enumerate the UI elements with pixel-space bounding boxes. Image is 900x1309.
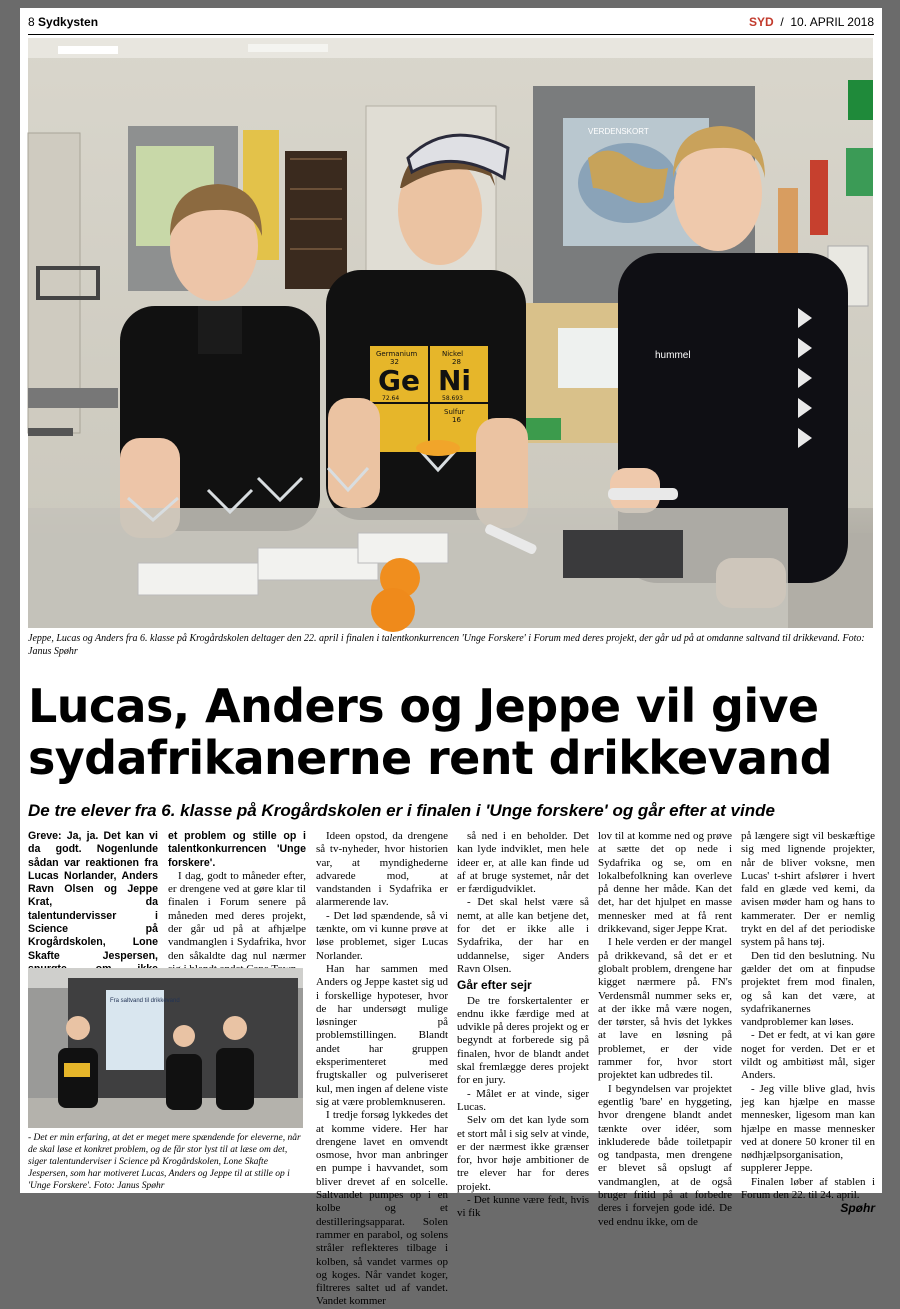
- article-paragraph: så ned i en beholder. Det kan lyde indviklet, men hele ideer er, at alle kan finde ud af at bruge systemet, når det er færdigudviklet.: [457, 830, 589, 896]
- article-paragraph: - Målet er at vinde, siger Lucas.: [457, 1087, 589, 1113]
- article-paragraph: - Det er fedt, at vi kan gøre noget for verden. Det er et vildt og ambitiøst mål, siger Anders.: [741, 1029, 875, 1082]
- shirt-ge-number: 32: [390, 358, 399, 366]
- shirt-ni-symbol: Ni: [438, 364, 472, 397]
- subheadline: De tre elever fra 6. klasse på Krogårdskolen er i finalen i 'Unge forskere' og går efter at vinde: [28, 801, 775, 820]
- article-paragraph: - Det lød spændende, så vi tænkte, om vi kunne prøve at løse problemet, siger Lucas Norlander.: [316, 909, 448, 962]
- article-paragraph: - Det skal helst være så nemt, at alle kan betjene det, for det er ikke alle i Sydafrika, der har en uddannelse, siger Anders Ravn Olsen.: [457, 896, 589, 975]
- article-paragraph: på længere sigt vil beskæftige sig med lignende projekter, når de bliver voksne, men Lucas' t-shirt afslører i hvert fald en glæde ved kemi, da avisen møder ham og hans to kammerater. Der er nemlig trykt en del af det periodiske system på hans tøj.: [741, 830, 875, 949]
- article-lead: Greve: Ja, ja. Det kan vi da godt. Nogenlunde sådan var reaktionen fra Lucas Norlander, Anders Ravn Olsen og Jeppe Krat, da talentundervisser i Science på Krogårdskolen, Lone Skafte Jespersen,: [28, 830, 158, 962]
- article-column-1b: [168, 830, 306, 976]
- section-heading: Går efter sejr: [457, 978, 532, 993]
- world-map-label: VERDENSKORT: [588, 127, 649, 136]
- page-number: 8: [28, 15, 35, 29]
- photo-caption: Jeppe, Lucas og Anders fra 6. klasse på Krogårdskolen deltager den 22. april i finalen i talentkonkurrencen 'Unge Forskere' i Forum med deres projekt, der går ud på at omdanne saltvand til drikkevand. Foto: Janus Spøhr: [28, 633, 865, 657]
- article-column-2: [316, 830, 448, 1308]
- inset-photo: [28, 968, 303, 1128]
- shirt-ni-mass: 58.693: [442, 395, 463, 402]
- region-label: SYD: [749, 15, 774, 29]
- shirt-ni-number: 28: [452, 358, 461, 366]
- page-number-section: [28, 15, 98, 29]
- headline: Lucas, Anders og Jeppe vil give sydafrikanerne rent drikkevand: [28, 679, 832, 785]
- article-paragraph: De tre forskertalenter er endnu ikke færdige med at udvikle på deres projekt og er begyndt at forberede sig på finalen, hvor de blandt andet skal fremlægge deres projekt for en jury.: [457, 994, 589, 1087]
- classroom-photo: [28, 38, 873, 628]
- section-name: Sydkysten: [38, 15, 99, 29]
- shirt-nickel-name: Nickel: [442, 350, 464, 358]
- article-paragraph: I begyndelsen var projektet egentlig 'bare' en hyggeting, hvor drengene blandt andet tænkte over idéer, som inkluderede både toiletpapir og tandpasta, men drengene er blevet så opslugt af vandmanglen, at de også bruger fritid på at forbedre deres i forvejen gode idé. De ved endnu ikke, om de: [598, 1082, 732, 1228]
- article-paragraph: Den tid den beslutning. Nu gælder det om at finpudse projektet frem mod finalen, og så kan det være, at sydafrikanernes vandproblemer kan løses.: [741, 949, 875, 1029]
- article-paragraph: lov til at komme ned og prøve at sætte det op nede i Sydafrika og se, om en lokalbefolkning kan overleve på denne her måde. Kan det det, har det hjulpet en masse mennesker med at få rent drikkevand, siger Jeppe Krat.: [598, 830, 732, 936]
- article-paragraph: Selv om det kan lyde som et stort mål i sig selv at vinde, er der nærmest ikke grænser for, hvor høje ambitioner de tre elever har for deres projekt.: [457, 1114, 589, 1193]
- article-paragraph: - Jeg ville blive glad, hvis jeg kan hjælpe en masse mennesker, ligesom man kan hjælpe en masse mennesker ved at donere 50 kroner til en nødhjælpsorganisation, supplerer Jeppe.: [741, 1082, 875, 1175]
- article-column-3: [457, 830, 589, 1221]
- byline-signature: Spøhr: [840, 1201, 875, 1216]
- shirt-ge-mass: 72.64: [382, 395, 400, 402]
- issue-date: 10. APRIL 2018: [790, 15, 874, 29]
- article-paragraph: Han har sammen med Anders og Jeppe kastet sig ud i forskellige hypoteser, hvor de har undersøgt mulige løsninger på problemstillingen. Blandt andet har gruppen eksperimenteret med frugtskaller og pulveriseret kul, men ingen af delene viste sig at være problemknuseren.: [316, 962, 448, 1108]
- article-column-4: [598, 830, 732, 1228]
- shirt-ge-symbol: Ge: [378, 364, 420, 397]
- article-paragraph: - Det kunne være fedt, hvis vi fik: [457, 1194, 589, 1220]
- article-paragraph: I tredje forsøg lykkedes det at komme videre. Her har drengene lavet en omvendt osmose, hvor man anbringer en pumpe i havvandet, som bliver drevet af en solcelle. Saltvandet pumpes op i en kolbe og et destilleringsapparat. Solen rammer en parabol, og solens stråler reflekteres tilbage i kolben, så vandet varmes op og koges. Når vandet koger, filtreres saltet ud af vandet. Vandet kommer: [316, 1109, 448, 1308]
- article-paragraph: Ideen opstod, da drengene så tv-nyheder, hvor historien var, at myndighederne advarede mod, at vandstanden i Sydafrika er alarmerende lav.: [316, 830, 448, 909]
- shirt-sulfur-name: Sulfur: [444, 408, 465, 416]
- inset-classroom-photo: [28, 968, 303, 1128]
- main-photo: [28, 38, 873, 628]
- article-paragraph: I dag, godt to måneder efter, er drengene ved at gøre klar til finalen i Forum senere på måneden med deres projekt, der går ud på at afhjælpe vandmanglen i Sydafrika, hvor den såkaldte dag nul nærmer: [168, 869, 306, 962]
- inset-caption: - Det er min erfaring, at det er meget mere spændende for eleverne, når de skal løse et konkret problem, og de får stor lyst til at læse om det, siger talentunderviser i Science på Krogårdskolen, Lone Skafte Jespersen, som har motiveret Lucas, Anders og Jeppe til at stille op i 'Unge Forskere'. Foto: Janus Spøhr: [28, 1133, 301, 1191]
- article-column-5: [741, 830, 875, 1216]
- shirt-germanium-name: Germanium: [376, 350, 418, 358]
- page-header: [28, 12, 874, 35]
- jacket-logo: hummel: [655, 350, 691, 361]
- newspaper-page: [20, 8, 882, 1308]
- article-lead-cont: et problem og stille op i talentkonkurrencen 'Unge forskere'.: [168, 830, 306, 869]
- shirt-s-number: 16: [452, 416, 461, 424]
- poster-title: Fra saltvand til drikkevand: [110, 998, 180, 1004]
- header-separator: /: [780, 15, 784, 29]
- article-paragraph: I hele verden er der mangel på drikkevand, så det er et globalt problem, drengene har kigget nærmere på. FN's Verdensmål nummer seks er, at der ikke må være nogen, der tørster, så hvis det lykkes at lave en løsning på problemet, er der vide rammer for, hvor stort projektet kan udbredes til.: [598, 936, 732, 1082]
- article-paragraph: Finalen løber af stablen i Forum den 22. til 24. april.: [741, 1175, 875, 1202]
- header-right: [749, 15, 874, 29]
